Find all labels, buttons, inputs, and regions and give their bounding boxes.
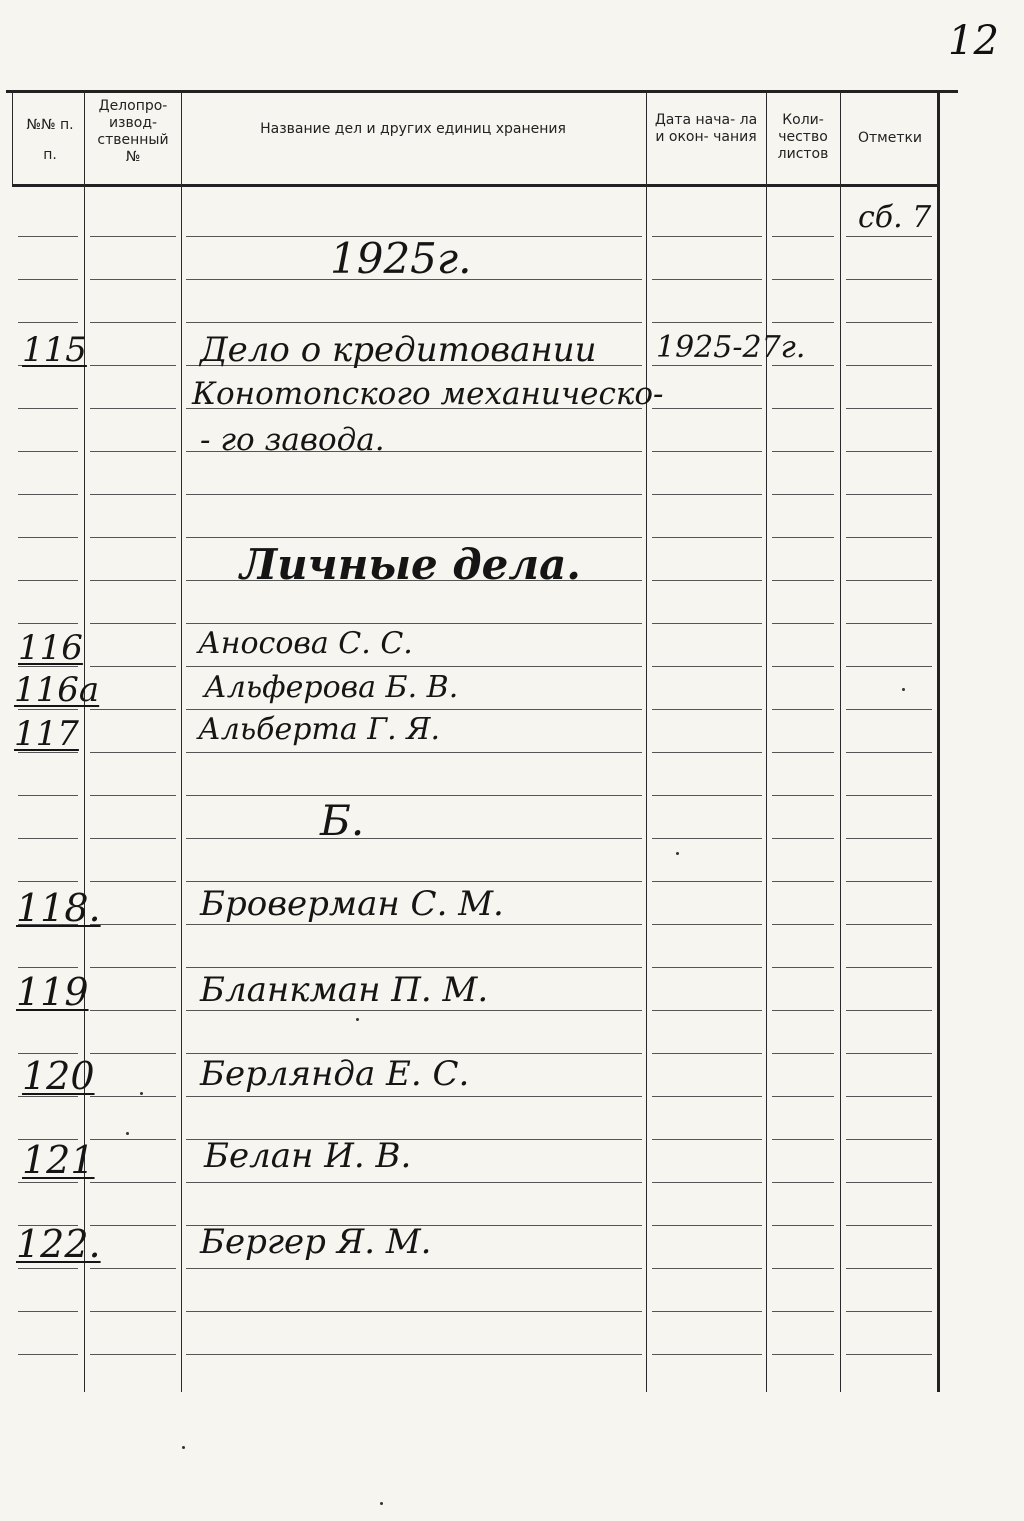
ruled-line xyxy=(186,795,642,796)
ruled-line xyxy=(652,236,762,237)
item-115-number: 115 xyxy=(22,330,87,370)
ruled-line xyxy=(846,322,932,323)
column-rule-5 xyxy=(840,92,841,1392)
ruled-line xyxy=(846,752,932,753)
ink-speck xyxy=(902,688,905,691)
ruled-line xyxy=(90,1053,176,1054)
ruled-line xyxy=(652,666,762,667)
ruled-line xyxy=(652,451,762,452)
item-116-name: Аносова С. С. xyxy=(198,626,413,661)
ruled-line xyxy=(772,279,834,280)
ruled-line xyxy=(186,666,642,667)
ruled-line xyxy=(652,838,762,839)
ruled-line xyxy=(772,322,834,323)
ruled-line xyxy=(90,1311,176,1312)
ruled-line xyxy=(846,1182,932,1183)
year-heading: 1925г. xyxy=(330,234,472,283)
ruled-line xyxy=(772,709,834,710)
ruled-line xyxy=(90,1139,176,1140)
ruled-line xyxy=(846,451,932,452)
item-121-name: Белан И. В. xyxy=(204,1136,412,1176)
ink-speck xyxy=(182,1446,185,1449)
ruled-line xyxy=(772,1182,834,1183)
ruled-line xyxy=(846,1225,932,1226)
ruled-line xyxy=(18,795,78,796)
ruled-line xyxy=(90,279,176,280)
ruled-line xyxy=(90,322,176,323)
item-115-title-line3: - го завода. xyxy=(200,422,385,458)
ruled-line xyxy=(90,537,176,538)
ruled-line xyxy=(772,838,834,839)
item-122-number: 122. xyxy=(16,1222,101,1266)
ruled-line xyxy=(652,279,762,280)
ruled-line xyxy=(90,838,176,839)
ruled-line xyxy=(90,1010,176,1011)
ruled-line xyxy=(772,1268,834,1269)
ruled-line xyxy=(18,322,78,323)
header-title: Название дел и других единиц хранения xyxy=(260,121,566,137)
ruled-line xyxy=(652,1139,762,1140)
ruled-line xyxy=(18,279,78,280)
ruled-line xyxy=(652,752,762,753)
ruled-line xyxy=(652,623,762,624)
ruled-line xyxy=(652,1096,762,1097)
item-115-title-line1: Дело о кредитовании xyxy=(200,330,597,370)
ruled-line xyxy=(18,881,78,882)
ruled-line xyxy=(846,1354,932,1355)
ruled-line xyxy=(186,537,642,538)
ruled-line xyxy=(186,1354,642,1355)
item-116-number: 116 xyxy=(18,628,83,668)
section-personal-files: Личные дела. xyxy=(240,540,581,589)
ruled-line xyxy=(772,408,834,409)
ruled-line xyxy=(772,1096,834,1097)
item-121-number: 121 xyxy=(22,1138,95,1182)
ruled-line xyxy=(652,365,762,366)
header-bottom-rule xyxy=(12,184,937,187)
ruled-line xyxy=(772,580,834,581)
ruled-line xyxy=(652,967,762,968)
ruled-line xyxy=(772,494,834,495)
ruled-line xyxy=(846,580,932,581)
ruled-line xyxy=(90,967,176,968)
item-118-number: 118. xyxy=(16,886,101,930)
ruled-line xyxy=(90,623,176,624)
ruled-line xyxy=(18,1354,78,1355)
ruled-line xyxy=(846,408,932,409)
ruled-line xyxy=(846,1311,932,1312)
ruled-line xyxy=(652,322,762,323)
ruled-line xyxy=(186,494,642,495)
ruled-line xyxy=(652,795,762,796)
header-office-num: Делопро- извод- ственный № xyxy=(97,98,169,165)
header-notes: Отметки xyxy=(857,130,923,146)
ruled-line xyxy=(18,451,78,452)
column-rule-right xyxy=(937,92,940,1392)
ruled-line xyxy=(846,494,932,495)
ruled-line xyxy=(652,580,762,581)
ruled-line xyxy=(772,1311,834,1312)
ruled-line xyxy=(652,924,762,925)
item-115-dates: 1925-27г. xyxy=(656,330,806,365)
column-rule-2 xyxy=(181,92,182,1392)
ruled-line xyxy=(186,967,642,968)
ruled-line xyxy=(652,1053,762,1054)
ruled-line xyxy=(90,1225,176,1226)
ruled-line xyxy=(186,838,642,839)
ruled-line xyxy=(90,580,176,581)
ruled-line xyxy=(90,365,176,366)
ruled-line xyxy=(846,709,932,710)
ruled-line xyxy=(186,1182,642,1183)
ruled-line xyxy=(18,1182,78,1183)
header-sheets: Коли- чество листов xyxy=(777,112,829,162)
ruled-line xyxy=(90,666,176,667)
ruled-line xyxy=(652,1354,762,1355)
ruled-line xyxy=(186,752,642,753)
ruled-line xyxy=(18,236,78,237)
ruled-line xyxy=(652,1268,762,1269)
ruled-line xyxy=(652,1225,762,1226)
ink-speck xyxy=(356,1018,359,1021)
item-117-name: Альберта Г. Я. xyxy=(198,712,440,747)
ruled-line xyxy=(772,881,834,882)
ruled-line xyxy=(90,752,176,753)
ruled-line xyxy=(846,1053,932,1054)
ruled-line xyxy=(18,1268,78,1269)
ruled-line xyxy=(772,537,834,538)
ruled-line xyxy=(846,623,932,624)
ruled-line xyxy=(652,408,762,409)
ruled-line xyxy=(186,924,642,925)
ruled-line xyxy=(18,623,78,624)
ruled-line xyxy=(186,1311,642,1312)
ruled-line xyxy=(846,795,932,796)
item-116a-name: Альферова Б. В. xyxy=(204,670,459,705)
ruled-line xyxy=(846,537,932,538)
ruled-line xyxy=(186,709,642,710)
ruled-line xyxy=(652,881,762,882)
ruled-line xyxy=(186,322,642,323)
ruled-line xyxy=(846,838,932,839)
ruled-line xyxy=(846,666,932,667)
header-num: №№ п. п. xyxy=(26,117,74,163)
ruled-line xyxy=(772,451,834,452)
ruled-line xyxy=(186,1096,642,1097)
ruled-line xyxy=(90,1354,176,1355)
ink-speck xyxy=(380,1502,383,1505)
ruled-line xyxy=(90,236,176,237)
page-number: 12 xyxy=(948,18,999,64)
ruled-line xyxy=(186,1010,642,1011)
column-rule-1 xyxy=(84,92,85,1392)
ruled-line xyxy=(652,1182,762,1183)
ruled-line xyxy=(18,838,78,839)
ruled-line xyxy=(772,795,834,796)
ruled-line xyxy=(652,494,762,495)
item-116a-number: 116а xyxy=(14,670,100,710)
ruled-line xyxy=(652,1311,762,1312)
ink-speck xyxy=(140,1092,143,1095)
column-rule-left xyxy=(12,92,13,184)
ruled-line xyxy=(186,623,642,624)
ruled-line xyxy=(772,924,834,925)
ruled-line xyxy=(90,494,176,495)
ruled-line xyxy=(846,924,932,925)
ruled-line xyxy=(846,365,932,366)
ruled-line xyxy=(18,494,78,495)
ruled-line xyxy=(846,1268,932,1269)
ruled-line xyxy=(772,1225,834,1226)
ruled-line xyxy=(772,1010,834,1011)
item-115-title-line2: Конотопского механическо- xyxy=(192,376,664,412)
mark-top: сб. 7 xyxy=(858,200,932,235)
ruled-line xyxy=(652,1010,762,1011)
ruled-line xyxy=(846,881,932,882)
column-rule-4 xyxy=(766,92,767,1392)
ruled-line xyxy=(90,881,176,882)
item-120-name: Берлянда Е. С. xyxy=(200,1054,470,1094)
header-dates: Дата нача- ла и окон- чания xyxy=(654,112,758,145)
ruled-line xyxy=(652,709,762,710)
ruled-line xyxy=(186,1268,642,1269)
ruled-line xyxy=(772,1053,834,1054)
ink-speck xyxy=(676,852,679,855)
item-122-name: Бергер Я. М. xyxy=(200,1222,432,1262)
ruled-line xyxy=(18,967,78,968)
ruled-line xyxy=(90,451,176,452)
ruled-line xyxy=(772,1139,834,1140)
ruled-line xyxy=(90,408,176,409)
table-top-rule xyxy=(6,90,958,93)
ruled-line xyxy=(772,666,834,667)
ruled-line xyxy=(90,1182,176,1183)
ruled-line xyxy=(90,709,176,710)
ruled-line xyxy=(846,967,932,968)
item-117-number: 117 xyxy=(14,714,79,754)
ruled-line xyxy=(846,1096,932,1097)
ruled-line xyxy=(846,1139,932,1140)
ruled-line xyxy=(772,752,834,753)
item-120-number: 120 xyxy=(22,1054,95,1098)
ruled-line xyxy=(18,1311,78,1312)
ruled-line xyxy=(772,365,834,366)
letter-b-heading: Б. xyxy=(320,796,365,845)
ruled-line xyxy=(90,1268,176,1269)
column-rule-3 xyxy=(646,92,647,1392)
ruled-line xyxy=(90,795,176,796)
ruled-line xyxy=(18,537,78,538)
item-119-number: 119 xyxy=(16,970,89,1014)
ruled-line xyxy=(90,1096,176,1097)
ruled-line xyxy=(652,537,762,538)
ruled-line xyxy=(772,1354,834,1355)
ruled-line xyxy=(846,279,932,280)
ruled-line xyxy=(772,967,834,968)
ruled-line xyxy=(18,580,78,581)
ruled-line xyxy=(772,236,834,237)
ruled-line xyxy=(90,924,176,925)
ruled-line xyxy=(772,623,834,624)
item-118-name: Броверман С. М. xyxy=(200,884,504,924)
ruled-line xyxy=(846,236,932,237)
ink-speck xyxy=(126,1132,129,1135)
ruled-line xyxy=(18,408,78,409)
item-119-name: Бланкман П. М. xyxy=(200,970,489,1010)
ruled-line xyxy=(186,881,642,882)
ruled-line xyxy=(846,1010,932,1011)
